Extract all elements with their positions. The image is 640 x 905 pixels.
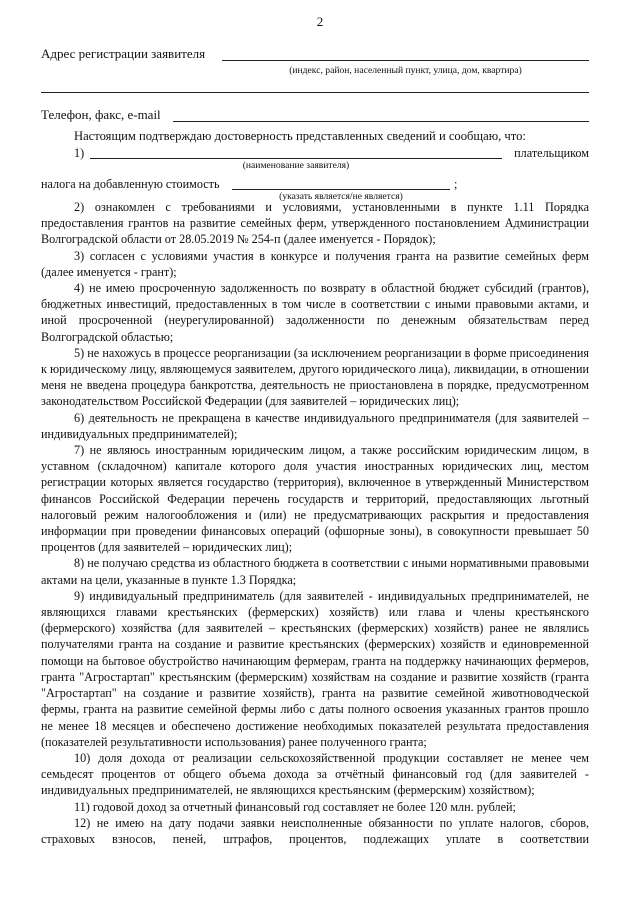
paragraph-item-11: 11) годовой доход за отчетный финансовый год составляет не более 120 млн. рублей; <box>74 799 516 814</box>
confirm-text: Настоящим подтверждаю достоверность представленных сведений и сообщаю, что: <box>74 129 526 143</box>
phone-fill-line <box>173 121 589 122</box>
page-number: 2 <box>316 14 324 29</box>
item1-number: 1) <box>74 146 85 160</box>
applicant-name-hint: (наименование заявителя) <box>242 160 350 171</box>
paragraph-item-5: 5) не нахожусь в процессе реорганизации (за исключением реорганизации в форме присоединения к юридическому лицу, являющемуся заявителем, другого юридического лица), ликвидации, в отношении меня не введена процедура банкротства, деятельность не приостановлена в порядке, предусмотренном законодательством Российской Федерации (для заявителей – юридических лиц); <box>41 345 589 409</box>
paragraph-item-10: 10) доля дохода от реализации сельскохозяйственной продукции составляет не менее чем семьдесят процентов от общего объема дохода за отчётный финансовый год (для заявителей - индивидуальных предпринимателей, не являющихся крестьянским (фермерским) хозяйством); <box>41 750 589 798</box>
vat-prefix: налога на добавленную стоимость <box>41 177 220 191</box>
address-fill-line <box>222 60 589 61</box>
body-paragraphs <box>41 199 589 847</box>
paragraph-item-9: 9) индивидуальный предприниматель (для заявителей - индивидуальных предпринимателей, не являющихся главами крестьянских (фермерских) хозяйств) или глава и члены крестьянского (фермерского) хозяйства (для заявителей – крестьянских (фермерских) хозяйств) ранее не являлись получателями гранта на создание и развитие крестьянских (фермерских) хозяйств и единовременной помощи на бытовое обустройство начинающим фермерам, гранта на поддержку начинающих фермеров, гранта "Агростартап" крестьянским (фермерским) хозяйствам на создание и развитие хозяйств (гранта "Агростартап" на создание и развитие хозяйств), гранта на развитие семейной животноводческой фермы, гранта на развитие семейной фермы либо с даты полного освоения указанных грантов прошло не менее 18 месяцев и обеспечено достижение необходимых показателей результата предоставления (показателей результативности использования) ранее полученного гранта; <box>41 588 589 749</box>
paragraph-item-8: 8) не получаю средства из областного бюджета в соответствии с иными нормативными правовыми актами на цели, указанные в пункте 1.3 Порядка; <box>41 556 589 587</box>
address-hint: (индекс, район, населенный пункт, улица, дом, квартира) <box>289 65 522 76</box>
vat-status-line <box>232 189 450 190</box>
paragraph-item-6: 6) деятельность не прекращена в качестве индивидуального предпринимателя (для заявителей – индивидуальных предпринимателей); <box>41 410 589 441</box>
address-label: Адрес регистрации заявителя <box>41 46 206 61</box>
applicant-name-line <box>90 158 502 159</box>
paragraph-item-4: 4) не имею просроченную задолженность по возврату в областной бюджет субсидий (грантов), бюджетных инвестиций, предоставленных в том числе в соответствии с иными правовыми актами, и иной просроченной (неурегулированной) задолженности по денежным обязательствам перед Волгоградской областью; <box>41 281 589 344</box>
paragraph-item-2: 2) ознакомлен с требованиями и условиями, установленными в пункте 1.11 Порядка предоставления грантов на развитие семейных ферм, утвержденного постановлением Администрации Волгоградской области от 28.05.2019 № 254-п (далее именуется - Порядок); <box>41 200 589 247</box>
paragraph-item-7: 7) не являюсь иностранным юридическим лицом, а также российским юридическим лицом, в уставном (складочном) капитале которого доля участия иностранных юридических лиц, местом регистрации которых является государство (территория), включенное в утвержденный Министерством финансов Российской Федерации перечень государств и территорий, предоставляющих льготный налоговый режим налогообложения и (или) не предусматривающих раскрытия и предоставления информации при проведении финансовых операций (офшорные зоны), в совокупности превышает 50 процентов (для заявителей – юридических лиц); <box>41 443 589 555</box>
paragraph-item-3: 3) согласен с условиями участия в конкурсе и получения гранта на развитие семейных ферм (далее именуется - грант); <box>41 248 589 279</box>
item1-suffix: плательщиком <box>514 146 589 160</box>
vat-semicolon: ; <box>454 177 458 191</box>
paragraph-item-12: 12) не имею на дату подачи заявки неисполненные обязанности по уплате налогов, сборов, страховых взносов, пеней, штрафов, процентов, подлежащих уплате в соответствии <box>41 815 589 846</box>
phone-label: Телефон, факс, e-mail <box>41 107 161 122</box>
address-fill-line-2 <box>41 92 589 93</box>
vat-status-hint: (указать является/не является) <box>279 191 403 202</box>
